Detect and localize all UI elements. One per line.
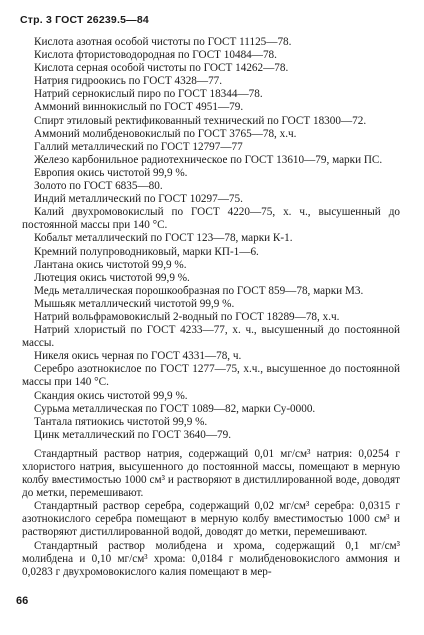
list-item: Индий металлический по ГОСТ 10297—75.: [34, 193, 243, 206]
list-item: Медь металлическая порошкообразная по ГОСТ 859—78, марки М3.: [34, 284, 364, 297]
list-item: Натрий сернокислый пиро по ГОСТ 18344—78.: [34, 88, 263, 101]
list-item: Натрий хлористый по ГОСТ 4233—77, х. ч., высушенный до постоянной массы.: [22, 324, 400, 350]
list-item: Спирт этиловый ректификованный технический по ГОСТ 18300—72.: [34, 114, 367, 127]
list-item: Серебро азотнокислое по ГОСТ 1277—75, х.ч., высушенное до постоянной массы при 140 °С.: [22, 363, 400, 389]
document-body: [22, 36, 400, 579]
list-item: Галлий металлический по ГОСТ 12797—77: [34, 140, 243, 153]
list-item: Цинк металлический по ГОСТ 3640—79.: [34, 428, 232, 441]
list-item: Лантана окись чистотой 99,9 %.: [34, 258, 187, 271]
list-item: Мышьяк металлический чистотой 99,9 %.: [34, 297, 235, 310]
list-item: Кислота азотная особой чистоты по ГОСТ 11125—78.: [34, 36, 292, 48]
list-item: Сурьма металлическая по ГОСТ 1089—82, марки Су-0000.: [34, 402, 316, 415]
list-item: Железо карбонильное радиотехническое по ГОСТ 13610—79, марки ПС.: [34, 153, 383, 166]
list-item: Аммоний молибденовокислый по ГОСТ 3765—78, х.ч.: [34, 127, 297, 140]
list-item: Кислота фтористоводородная по ГОСТ 10484—78.: [34, 49, 277, 62]
list-item: Никеля окись черная по ГОСТ 4331—78, ч.: [34, 350, 242, 363]
paragraph-molybdenum-chromium-standard: Стандартный раствор молибдена и хрома, содержащий 0,1 мг/см³ молибдена и 0,10 мг/см³ хрома: 0,0184 г молибденовокислого аммония и 0,0283 г двухромовокислого калия помещают в мер-: [22, 539, 400, 578]
list-item: Тантала пятиокись чистотой 99,9 %.: [34, 415, 208, 428]
list-item: Аммоний виннокислый по ГОСТ 4951—79.: [34, 101, 244, 114]
list-item: Калий двухромовокислый по ГОСТ 4220—75, х. ч., высушенный до постоянной массы при 140 °С.: [22, 206, 400, 232]
list-item: Скандия окись чистотой 99,9 %.: [34, 389, 188, 402]
page-number: 66: [16, 595, 29, 607]
list-item: Натрия гидроокись по ГОСТ 4328—77.: [34, 75, 223, 88]
list-item: Золото по ГОСТ 6835—80.: [34, 180, 163, 193]
list-item: Европия окись чистотой 99,9 %.: [34, 166, 188, 179]
list-item: Натрий вольфрамовокислый 2-водный по ГОСТ 18289—78, х.ч.: [34, 310, 340, 323]
list-item: Лютеция окись чистотой 99,9 %.: [34, 271, 190, 284]
list-item: Кобальт металлический по ГОСТ 123—78, марки К-1.: [34, 232, 293, 245]
running-header: Стр. 3 ГОСТ 26239.5—84: [20, 14, 149, 26]
paragraph-silver-standard: Стандартный раствор серебра, содержащий 0,02 мг/см³ серебра: 0,0315 г азотнокислого серебра помещают в мерную колбу вместимостью 1000 см³ и растворяют дистиллированной водой, доводят до метки, перемешивают.: [22, 500, 400, 539]
paragraph-sodium-standard: Стандартный раствор натрия, содержащий 0,01 мг/см³ натрия: 0,0254 г хлористого натрия, высушенного до постоянной массы, помещают в мерную колбу вместимостью 1000 см³ и растворяют в дистиллированной воде, доводят до метки, перемешивают.: [22, 447, 400, 500]
list-item: Кислота серная особой чистоты по ГОСТ 14262—78.: [34, 62, 289, 75]
list-item: Кремний полупроводниковый, марки КП-1—6.: [34, 245, 259, 258]
